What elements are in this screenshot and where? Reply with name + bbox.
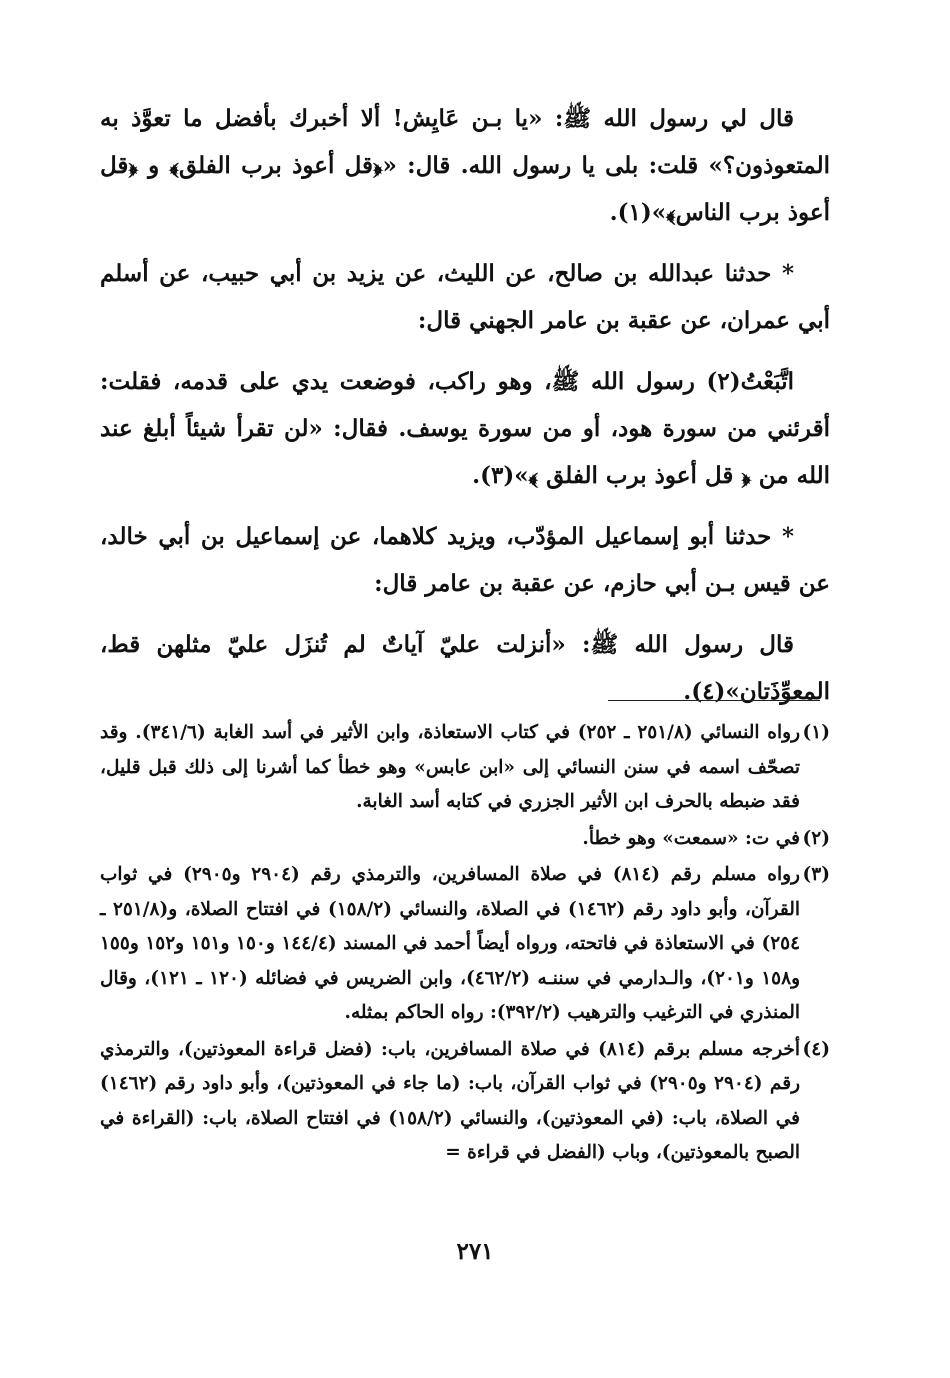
footnote-text: رواه مسلم رقم (٨١٤) في صلاة المسافرين، والترمذي رقم (٢٩٠٤ و٢٩٠٥) في ثواب القرآن، وأبو داود رقم (١٤٦٢) في الصلاة، والنسائي (١٥٨/٢) في افتتاح الصلاة، و(٢٥١/٨ ـ ٢٥٤) في الاستعاذة في فاتحته، ورواه أيضاً أحمد في المسند (١٤٤/٤ و١٥٠ و١٥١ و١٥٢ و١٥٥ و١٥٨ و٢٠١)، والـدارمي في سننـه (٤٦٢/٢)، وابن الضريس في فضائله (١٢٠ ـ ١٢١)، وقال المنذري في الترغيب والترهيب (٣٩٢/٢): رواه الحاكم بمثله. <box>100 864 801 1023</box>
paragraph-text: * حدثنا أبو إسماعيل المؤدّب، ويزيد كلاهما، عن إسماعيل بن أبي خالد، عن قيس بـن أبي حازم، عن عقبة بن عامر قال: <box>100 523 830 597</box>
footnote <box>100 822 830 857</box>
paragraph-text: قال لي رسول الله ﷺ: «يا بـن عَايِش! ألا أخبرك بأفضل ما تعوَّذ به المتعوذون؟» قلت: بلى يا رسول الله. قال: «﴿قل أعوذ برب الفلق﴾ و ﴿قل أعوذ برب الناس﴾»(١). <box>100 105 830 226</box>
footnote-number: (٣) <box>802 864 830 885</box>
footnote-number: (٢) <box>802 827 830 849</box>
paragraph <box>100 250 830 344</box>
page-number: ٢٧١ <box>456 1238 494 1265</box>
main-text <box>100 95 830 729</box>
footnote <box>100 858 830 1031</box>
footnote <box>100 716 830 820</box>
footnote-text: في ت: «سمعت» وهو خطأ. <box>582 827 800 849</box>
paragraph <box>100 358 830 499</box>
paragraph <box>100 95 830 236</box>
footnote <box>100 1033 830 1171</box>
footnote-text: رواه النسائي (٢٥١/٨ ـ ٢٥٢) في كتاب الاستعاذة، وابن الأثير في أسد الغابة (٣٤١/٦). وقد تصحّف اسمه في سنن النسائي إلى «ابن عابس» وهو خطأ كما أشرنا إلى ذلك قبل قليل، فقد ضبطه بالحرف ابن الأثير الجزري في كتابه أسد الغابة. <box>100 722 800 812</box>
footnote-text: أخرجه مسلم برقم (٨١٤) في صلاة المسافرين، باب: (فضل قراءة المعوذتين)، والترمذي رقم (٢٩٠٤ و٢٩٠٥) في ثواب القرآن، باب: (ما جاء في المعوذتين)، وأبو داود رقم (١٤٦٢) في الصلاة، باب: (في المعوذتين)، والنسائي (١٥٨/٢) في افتتاح الصلاة، باب: (القراءة في الصبح بالمعوذتين)، وباب (الفضل في قراءة = <box>100 1038 801 1163</box>
footnotes <box>100 716 830 1173</box>
paragraph-text: اتَّبَعْتُ(٢) رسول الله ﷺ، وهو راكب، فوضعت يدي على قدمه، فقلت: أقرئني من سورة هود، أو من سورة يوسف. فقال: «لن تقرأ شيئاً أبلغ عند الله من ﴿ قل أعوذ برب الفلق ﴾»(٣). <box>100 368 830 489</box>
footnote-separator <box>608 700 820 701</box>
paragraph-text: قال رسول الله ﷺ: «أنزلت عليّ آياتٌ لم تُنزَل عليّ مثلهن قط، المعوِّذَتان»(٤). <box>100 631 830 705</box>
paragraph-text: * حدثنا عبدالله بن صالح، عن الليث، عن يزيد بن أبي حبيب، عن أسلم أبي عمران، عن عقبة بن عامر الجهني قال: <box>100 260 830 334</box>
footnote-number: (٤) <box>802 1038 830 1060</box>
footnote-number: (١) <box>802 722 830 743</box>
paragraph <box>100 513 830 607</box>
